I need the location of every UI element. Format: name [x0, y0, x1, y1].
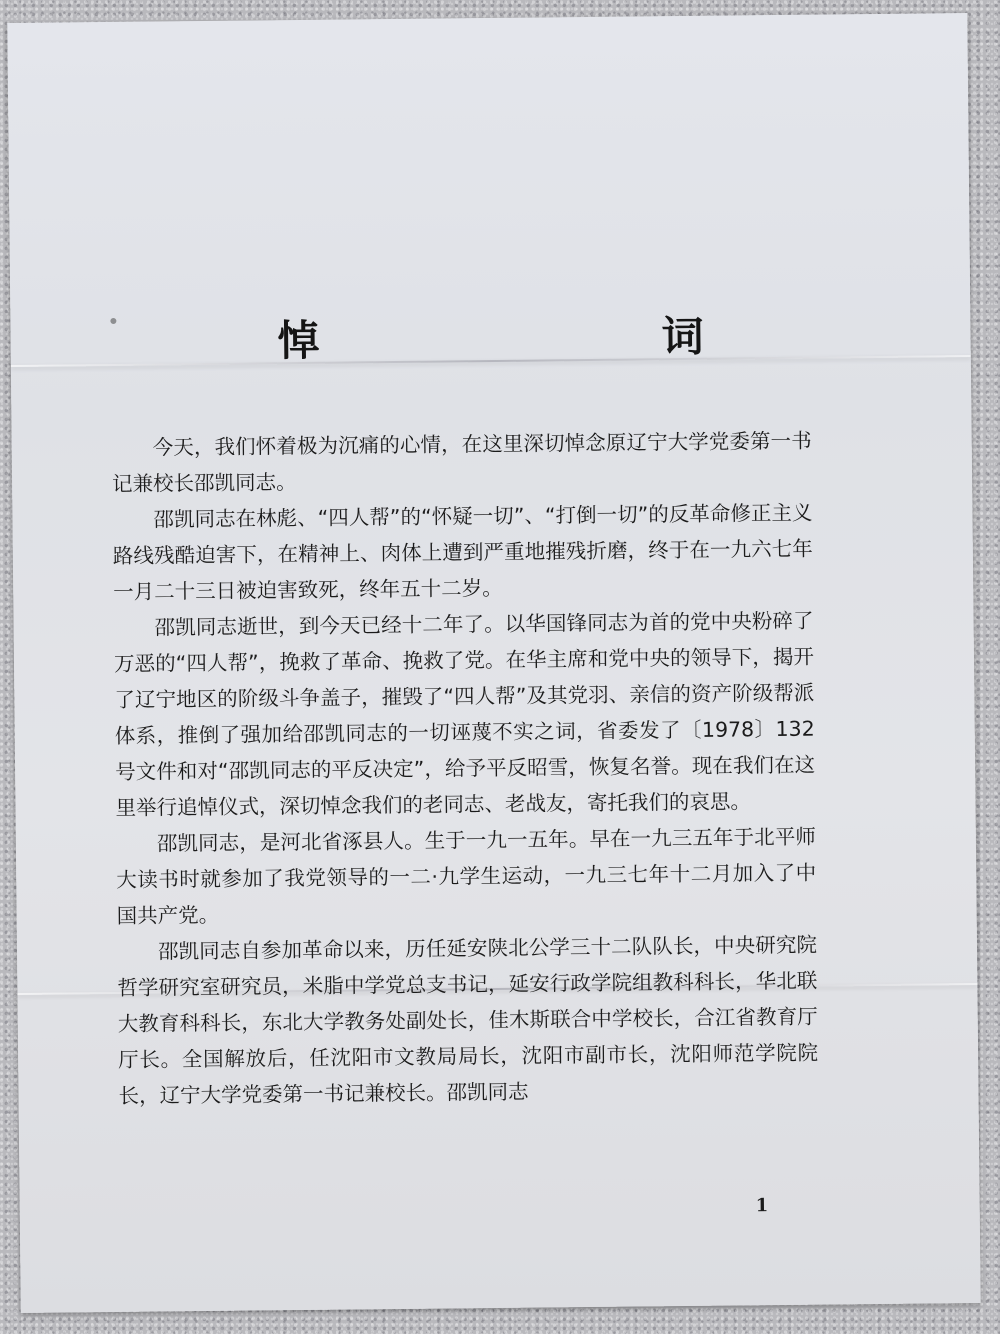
document-body — [112, 423, 819, 1114]
paragraph: 邵凯同志逝世，到今天已经十二年了。以华国锋同志为首的党中央粉碎了万恶的“四人帮”，挽救了革命、挽救了党。在华主席和党中央的领导下，揭开了辽宁地区的阶级斗争盖子，摧毁了“四人帮”及其党羽、亲信的资产阶级帮派体系，推倒了强加给邵凯同志的一切诬蔑不实之词，省委发了〔1978〕132号文件和对“邵凯同志的平反决定”，给予平反昭雪，恢复名誉。现在我们在这里举行追悼仪式，深切悼念我们的老同志、老战友，寄托我们的哀思。 — [113, 608, 816, 820]
paragraph: 今天，我们怀着极为沉痛的心情，在这里深切悼念原辽宁大学党委第一书记兼校长邵凯同志。 — [111, 428, 812, 496]
document-title: 悼 词 — [277, 310, 854, 366]
paragraph: 邵凯同志，是河北省涿县人。生于一九一五年。早在一九三五年于北平师大读书时就参加了我党领导的一二·九学生运动，一九三七年十二月加入了中国共产党。 — [116, 824, 817, 928]
page-number: 1 — [755, 1195, 769, 1217]
eulogy-sheet — [7, 13, 980, 1313]
paragraph: 邵凯同志自参加革命以来，历任延安陕北公学三十二队队长，中央研究院哲学研究室研究员，米脂中学党总支书记，延安行政学院组教科科长，华北联大教育科科长，东北大学教务处副处长，佳木斯联合中学校长，合江省教育厅厅长。全国解放后，任沈阳市文教局局长，沈阳市副市长，沈阳师范学院院长，辽宁大学党委第一书记兼校长。邵凯同志 — [117, 932, 819, 1108]
paragraph: 邵凯同志在林彪、“四人帮”的“怀疑一切”、“打倒一切”的反革命修正主义路线残酷迫害下，在精神上、肉体上遭到严重地摧残折磨，终于在一九六七年一月二十三日被迫害致死，终年五十二岁。 — [112, 500, 813, 604]
